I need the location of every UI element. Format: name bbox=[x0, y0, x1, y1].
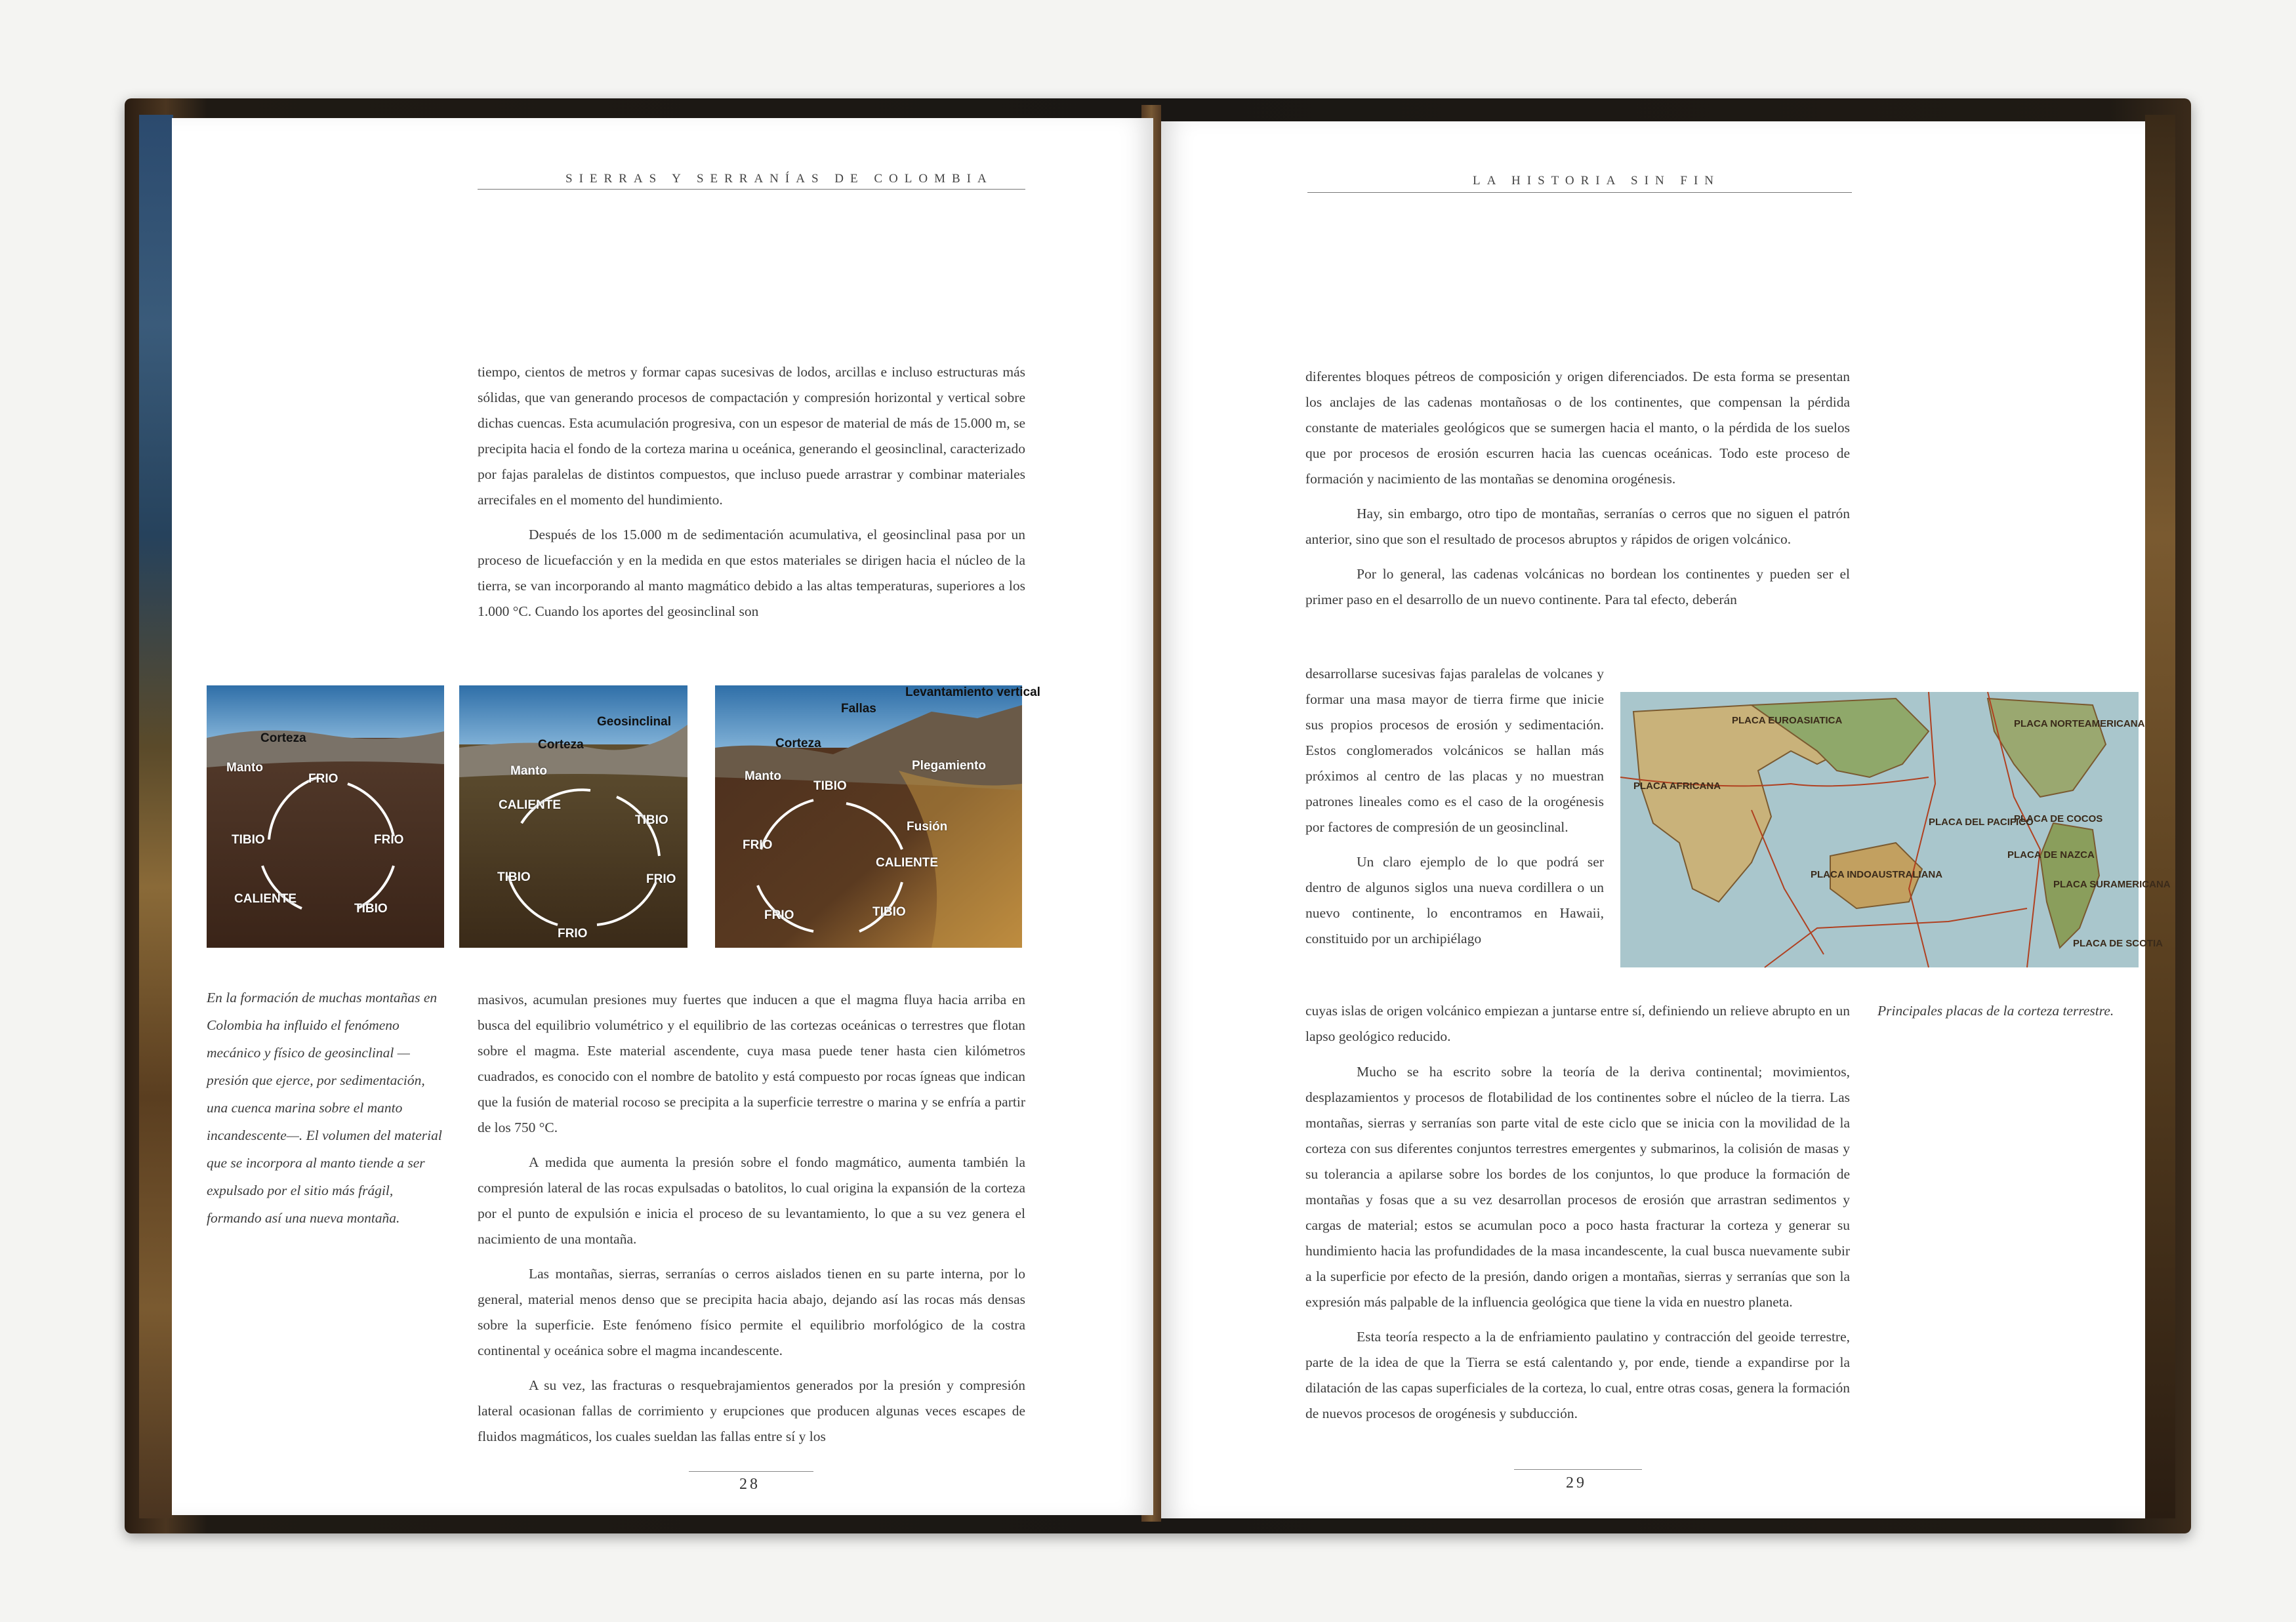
map-label: PLACA INDOAUSTRALIANA bbox=[1811, 869, 1943, 880]
paragraph: Un claro ejemplo de lo que podrá ser dentro de algunos siglos una nueva cordillera o un nuevo continente, lo encontramos en Hawaii, constituido por un archipiélago bbox=[1305, 854, 1604, 946]
map-label: PLACA EUROASIATICA bbox=[1732, 715, 1843, 726]
left-text-top bbox=[478, 359, 1025, 634]
diagram-label: Fallas bbox=[841, 702, 876, 716]
paragraph: Después de los 15.000 m de sedimentación acumulativa, el geosinclinal pasa por un proceso de licuefacción y en la medida en que estos materiales se dirigen hacia el núcleo de la tierra, se van incorporando al manto magmático debido a las altas temperaturas, superiores a los 1.000 °C. Cuando los aportes del geosinclinal son bbox=[478, 527, 1025, 619]
diagram-label: Corteza bbox=[538, 738, 584, 752]
map-label: PLACA DEL PACIFICO bbox=[1929, 817, 2034, 828]
diagram-label: TIBIO bbox=[497, 870, 531, 884]
paragraph: A medida que aumenta la presión sobre el fondo magmático, aumenta también la compresión lateral de las rocas expulsadas o batolitos, lo cual origina la expansión de la corteza por el punto de expulsión e inicia el proceso de su levantamiento, lo que a su vez genera el nacimiento de una montaña. bbox=[478, 1154, 1025, 1247]
right-text-wrap bbox=[1305, 661, 1604, 952]
left-folio-rule bbox=[689, 1471, 813, 1472]
tectonic-plates-map bbox=[1620, 692, 2171, 967]
diagram-label: TIBIO bbox=[635, 813, 668, 827]
diagram-label: Manto bbox=[510, 764, 547, 778]
left-text-bottom bbox=[478, 987, 1025, 1459]
diagram-label: Fusión bbox=[907, 820, 948, 834]
geosyncline-diagram-3 bbox=[715, 685, 1040, 948]
book-edge-right bbox=[2145, 115, 2175, 1518]
right-head-rule bbox=[1307, 192, 1852, 193]
paragraph: tiempo, cientos de metros y formar capas sucesivas de lodos, arcillas e incluso estructuras más sólidas, que van generando procesos de compactación y compresión horizontal y vertical sobre dichas cuencas. Esta acumulación progresiva, con un espesor de material de más de 15.000 m, se precipita hacia el fondo de la corteza marina u oceánica, generando el geosinclinal, caracterizado por fajas paralelas de distintos compuestos, que incluso puede arrastrar y combinar materiales arrecifales en el momento del hundimiento. bbox=[478, 364, 1025, 508]
paragraph: Por lo general, las cadenas volcánicas no bordean los continentes y pueden ser el primer paso en el desarrollo de un nuevo continente. Para tal efecto, deberán bbox=[1305, 566, 1850, 607]
diagram-label: Corteza bbox=[260, 731, 306, 745]
diagram-label: Corteza bbox=[775, 737, 821, 750]
left-head-rule bbox=[478, 189, 1025, 190]
paragraph: Mucho se ha escrito sobre la teoría de la deriva continental; movimientos, desplazamientos y procesos de flotabilidad de los continentes sobre el núcleo de la tierra. Las montañas, sierras y serranías son parte vital de este ciclo que se inicia con la movilidad de la corteza con sus diferentes conjuntos terrestres emergentes y submarinos, la colisión de masas y su tolerancia a apilarse sobre los bordes de los conjuntos, lo que produce la formación de montañas y fosas que a su vez desarrollan procesos de erosión que arrastran sedimentos y cargas de material; estos se acumulan poco a poco hasta fracturar la corteza y generar su hundimiento hacia las profundidades de la masa incandescente, la cual busca nuevamente subir a la superficie por efecto de la presión, dando origen a montañas, sierras y serranías que son la expresión más palpable de la influencia geológica que tiene la vida en nuestro planeta. bbox=[1305, 1064, 1850, 1310]
left-figure-caption: En la formación de muchas montañas en Colombia ha influido el fenómeno mecánico y físico de geosinclinal —presión que ejerce, por sedimentación, una cuenca marina sobre el manto incandescente—. El volumen del material que se incorpora al manto tiende a ser expulsado por el sitio más frágil, formando así una nueva montaña. bbox=[207, 990, 442, 1226]
left-page-number: 28 bbox=[739, 1476, 760, 1493]
diagram-label: FRIO bbox=[743, 838, 773, 852]
map-label: PLACA AFRICANA bbox=[1633, 781, 1721, 792]
book-edge-left bbox=[139, 115, 173, 1518]
paragraph: A su vez, las fracturas o resquebrajamientos generados por la presión y compresión lateral ocasionan fallas de corrimiento y erupciones que producen algunas veces escapes de fluidos magmáticos, los cuales sueldan las fallas entre sí y los bbox=[478, 1377, 1025, 1444]
diagram-label: CALIENTE bbox=[499, 798, 561, 812]
diagram-label: TIBIO bbox=[232, 833, 265, 847]
diagram-label: Geosinclinal bbox=[597, 715, 671, 729]
diagram-label: Manto bbox=[226, 761, 263, 775]
diagram-label: FRIO bbox=[558, 927, 588, 941]
diagram-label: TIBIO bbox=[872, 905, 906, 919]
diagram-label: Levantamiento vertical bbox=[905, 685, 1040, 699]
diagram-label: CALIENTE bbox=[234, 892, 297, 906]
map-label: PLACA DE COCOS bbox=[2014, 813, 2103, 824]
right-text-top bbox=[1305, 364, 1850, 622]
left-running-head: SIERRAS Y SERRANÍAS DE COLOMBIA bbox=[565, 172, 993, 186]
paragraph: desarrollarse sucesivas fajas paralelas de volcanes y formar una masa mayor de tierra firme que inicie sus propios procesos de erosión y sedimentación. Estos conglomerados volcánicos se hallan más próximos al centro de las placas y no muestran patrones lineales como es el caso de la orogénesis por factores de compresión de un geosinclinal. bbox=[1305, 666, 1604, 835]
geosyncline-diagram-1 bbox=[207, 685, 444, 948]
right-text-wide: cuyas islas de origen volcánico empiezan a juntarse entre sí, definiendo un relieve abrupto en un lapso geológico reducido. bbox=[1305, 1003, 1850, 1044]
paragraph: Hay, sin embargo, otro tipo de montañas, serranías o cerros que no siguen el patrón anterior, sino que son el resultado de procesos abruptos y rápidos de origen volcánico. bbox=[1305, 506, 1850, 547]
paragraph: Las montañas, sierras, serranías o cerros aislados tienen en su parte interna, por lo general, material menos denso que se precipita hacia abajo, dejando así las rocas más densas sobre la superficie. Este fenómeno físico permite el equilibrio morfológico de la costra continental y oceánica sobre el magma incandescente. bbox=[478, 1266, 1025, 1358]
map-label: PLACA NORTEAMERICANA bbox=[2014, 718, 2145, 729]
paragraph: diferentes bloques pétreos de composición y origen diferenciados. De esta forma se presentan los anclajes de las cadenas montañosas o de los continentes, que compensan la pérdida constante de materiales geológicos que se sumergen hacia el manto, o la pérdida de los suelos que por procesos de erosión escurren hacia las cuencas oceánicas. Todo este proceso de formación y nacimiento de las montañas se denomina orogénesis. bbox=[1305, 369, 1850, 487]
map-label: PLACA DE SCOTIA bbox=[2073, 938, 2163, 949]
diagram-label: CALIENTE bbox=[876, 856, 938, 870]
diagram-label: FRIO bbox=[764, 908, 794, 922]
diagram-label: TIBIO bbox=[354, 902, 388, 916]
diagram-label: FRIO bbox=[646, 872, 676, 886]
right-figure-caption: Principales placas de la corteza terrestre. bbox=[1877, 1003, 2114, 1019]
paragraph: Esta teoría respecto a la de enfriamiento paulatino y contracción del geoide terrestre, parte de la idea de que la Tierra se está calentando y, por ende, tiende a expandirse por la dilatación de las capas superficiales de la corteza, lo cual, entre otras cosas, genera la formación de nuevos procesos de orogénesis y subducción. bbox=[1305, 1329, 1850, 1421]
diagram-label: Plegamiento bbox=[912, 759, 986, 773]
map-label: PLACA SURAMERICANA bbox=[2053, 879, 2171, 890]
diagram-label: FRIO bbox=[308, 772, 338, 786]
geosyncline-diagram-2 bbox=[459, 685, 687, 948]
diagram-label: TIBIO bbox=[813, 779, 847, 793]
right-running-head: LA HISTORIA SIN FIN bbox=[1473, 174, 1721, 188]
paragraph: masivos, acumulan presiones muy fuertes que inducen a que el magma fluya hacia arriba en busca del equilibrio volumétrico y el equilibrio de las cortezas oceánicas o terrestres que flotan sobre el magma. Este material ascendente, cuya masa puede tener hasta cien kilómetros cuadrados, es conocido con el nombre de batolito y está compuesto por rocas ígneas que indican que la fusión de material rocoso se precipita a la superficie terrestre o marina y se enfría a partir de los 750 °C. bbox=[478, 992, 1025, 1135]
right-page-number: 29 bbox=[1566, 1474, 1587, 1491]
diagram-label: FRIO bbox=[374, 833, 404, 847]
right-folio-rule bbox=[1514, 1469, 1642, 1470]
diagram-label: Manto bbox=[745, 769, 781, 783]
map-label: PLACA DE NAZCA bbox=[2007, 849, 2095, 861]
right-text-bottom bbox=[1305, 1059, 1850, 1436]
